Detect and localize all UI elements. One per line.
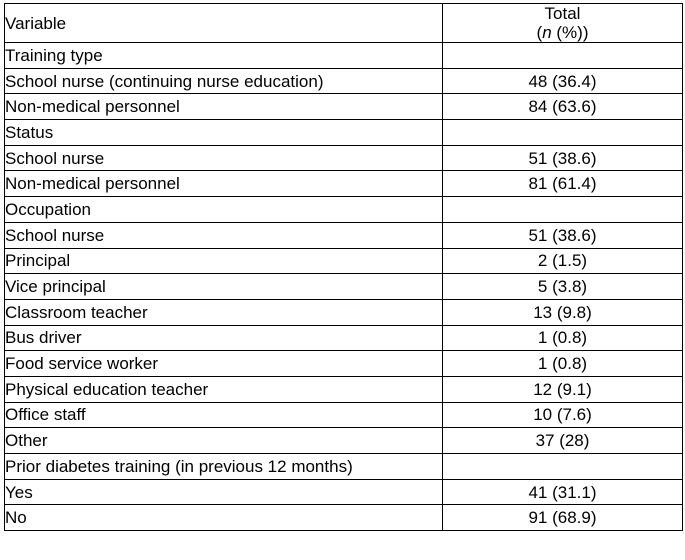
row-value: 51 (38.6): [443, 145, 683, 171]
row-label: Yes: [5, 479, 443, 505]
section-value-empty: [443, 197, 683, 223]
section-value-empty: [443, 120, 683, 146]
row-label: School nurse: [5, 222, 443, 248]
row-value: 91 (68.9): [443, 505, 683, 531]
row-label: Vice principal: [5, 274, 443, 300]
row-label: Other: [5, 428, 443, 454]
row-value: 48 (36.4): [443, 68, 683, 94]
header-n-close: (%)): [551, 23, 589, 42]
table-row: [5, 274, 683, 300]
table-row: [5, 376, 683, 402]
table-row: [5, 428, 683, 454]
row-label: No: [5, 505, 443, 531]
table-row: [5, 94, 683, 120]
section-row: [5, 120, 683, 146]
table-row: [5, 479, 683, 505]
section-label: Occupation: [5, 197, 443, 223]
section-row: [5, 454, 683, 480]
row-value: 5 (3.8): [443, 274, 683, 300]
table-row: [5, 68, 683, 94]
header-n-open: (: [536, 23, 543, 42]
row-label: School nurse (continuing nurse education): [5, 68, 443, 94]
section-label: Status: [5, 120, 443, 146]
row-label: Classroom teacher: [5, 299, 443, 325]
section-row: [5, 43, 683, 69]
row-label: Non-medical personnel: [5, 171, 443, 197]
header-variable: Variable: [5, 4, 443, 43]
row-label: Bus driver: [5, 325, 443, 351]
row-value: 81 (61.4): [443, 171, 683, 197]
row-value: 41 (31.1): [443, 479, 683, 505]
row-value: 37 (28): [443, 428, 683, 454]
table-row: [5, 299, 683, 325]
section-value-empty: [443, 43, 683, 69]
row-value: 51 (38.6): [443, 222, 683, 248]
header-n-percent: [443, 23, 682, 42]
section-label: Prior diabetes training (in previous 12 months): [5, 454, 443, 480]
row-label: School nurse: [5, 145, 443, 171]
row-value: 12 (9.1): [443, 376, 683, 402]
table-row: [5, 505, 683, 531]
table-row: [5, 325, 683, 351]
table-row: [5, 222, 683, 248]
data-table: [4, 3, 683, 531]
header-row: [5, 4, 683, 43]
header-n: n: [542, 23, 552, 42]
row-value: 1 (0.8): [443, 325, 683, 351]
table-body: [5, 43, 683, 531]
table-row: [5, 171, 683, 197]
section-label: Training type: [5, 43, 443, 69]
table-row: [5, 248, 683, 274]
row-label: Physical education teacher: [5, 376, 443, 402]
section-value-empty: [443, 454, 683, 480]
row-value: 84 (63.6): [443, 94, 683, 120]
row-value: 2 (1.5): [443, 248, 683, 274]
table-row: [5, 402, 683, 428]
row-value: 13 (9.8): [443, 299, 683, 325]
table-row: [5, 351, 683, 377]
row-value: 10 (7.6): [443, 402, 683, 428]
row-label: Principal: [5, 248, 443, 274]
section-row: [5, 197, 683, 223]
header-total: [443, 4, 683, 43]
row-label: Food service worker: [5, 351, 443, 377]
table-row: [5, 145, 683, 171]
header-total-label: Total: [544, 4, 581, 23]
row-label: Office staff: [5, 402, 443, 428]
row-label: Non-medical personnel: [5, 94, 443, 120]
row-value: 1 (0.8): [443, 351, 683, 377]
